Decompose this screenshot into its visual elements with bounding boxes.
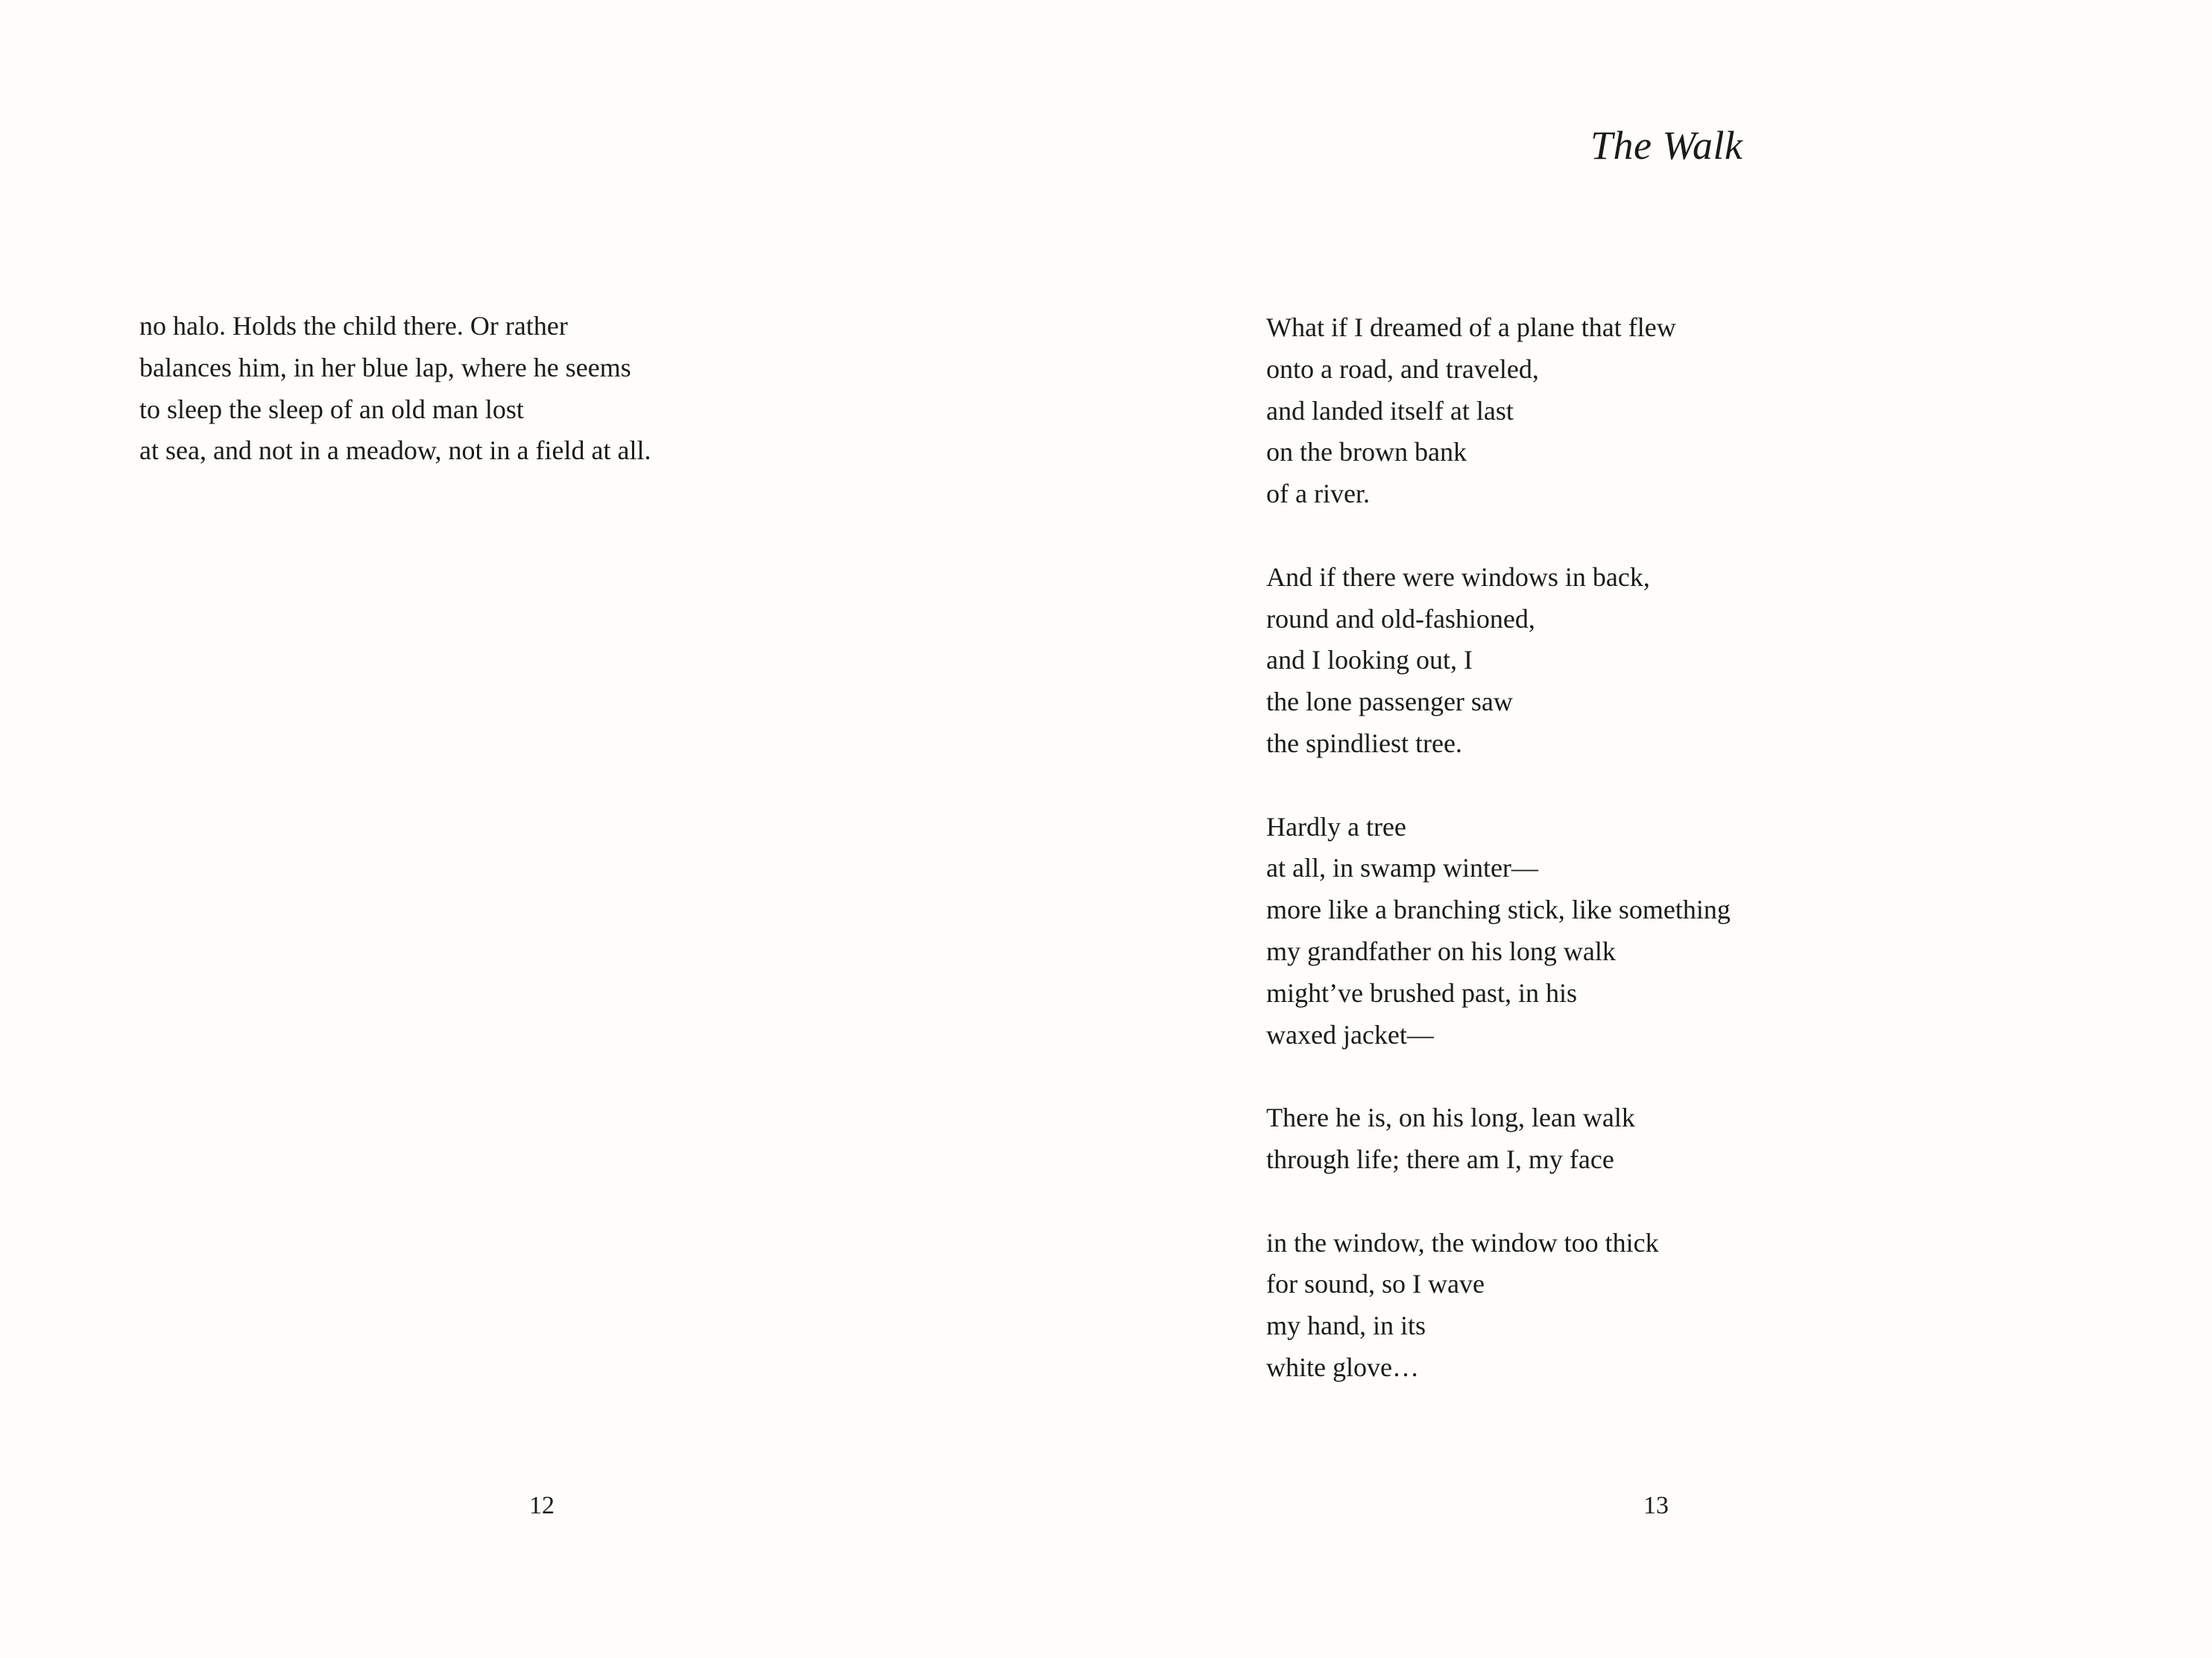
poem-line: the spindliest tree. bbox=[1266, 728, 1462, 758]
poem-line: What if I dreamed of a plane that flew bbox=[1266, 312, 1676, 342]
stanza-5 bbox=[1266, 1223, 1731, 1389]
poem-line: for sound, so I wave bbox=[1266, 1269, 1485, 1299]
poem-line: and I looking out, I bbox=[1266, 645, 1473, 675]
right-page bbox=[1106, 0, 2212, 1658]
page-number-right: 13 bbox=[1643, 1492, 1669, 1519]
poem-line: There he is, on his long, lean walk bbox=[1266, 1103, 1635, 1133]
poem-body bbox=[1266, 307, 1731, 1389]
poem-title: The Walk bbox=[1590, 123, 1743, 168]
poem-line: at sea, and not in a meadow, not in a field at all. bbox=[139, 435, 651, 466]
poem-line: on the brown bank bbox=[1266, 437, 1467, 467]
poem-line: no halo. Holds the child there. Or rather bbox=[139, 311, 568, 341]
poem-line: at all, in swamp winter— bbox=[1266, 853, 1538, 883]
poem-line: round and old-fashioned, bbox=[1266, 603, 1535, 634]
poem-continuation bbox=[139, 306, 651, 472]
poem-line: through life; there am I, my face bbox=[1266, 1144, 1614, 1174]
stanza bbox=[139, 306, 651, 472]
page-number-left: 12 bbox=[529, 1492, 554, 1519]
poem-line: might’ve brushed past, in his bbox=[1266, 977, 1577, 1008]
poem-line: to sleep the sleep of an old man lost bbox=[139, 394, 524, 424]
poem-line: balances him, in her blue lap, where he seems bbox=[139, 352, 631, 382]
poem-line: white glove… bbox=[1266, 1352, 1419, 1382]
poem-line: my grandfather on his long walk bbox=[1266, 936, 1616, 966]
poem-line: my hand, in its bbox=[1266, 1311, 1426, 1341]
poem-line: onto a road, and traveled, bbox=[1266, 353, 1539, 384]
poem-line: in the window, the window too thick bbox=[1266, 1227, 1659, 1258]
poem-line: Hardly a tree bbox=[1266, 811, 1406, 842]
stanza-3 bbox=[1266, 807, 1731, 1056]
poem-line: And if there were windows in back, bbox=[1266, 561, 1650, 592]
poem-line: and landed itself at last bbox=[1266, 395, 1514, 426]
stanza-4 bbox=[1266, 1097, 1731, 1181]
poem-line: the lone passenger saw bbox=[1266, 687, 1513, 717]
poem-line: of a river. bbox=[1266, 479, 1370, 509]
stanza-1 bbox=[1266, 307, 1731, 515]
poem-line: more like a branching stick, like something bbox=[1266, 895, 1731, 925]
poem-line: waxed jacket— bbox=[1266, 1019, 1434, 1050]
stanza-2 bbox=[1266, 557, 1731, 765]
